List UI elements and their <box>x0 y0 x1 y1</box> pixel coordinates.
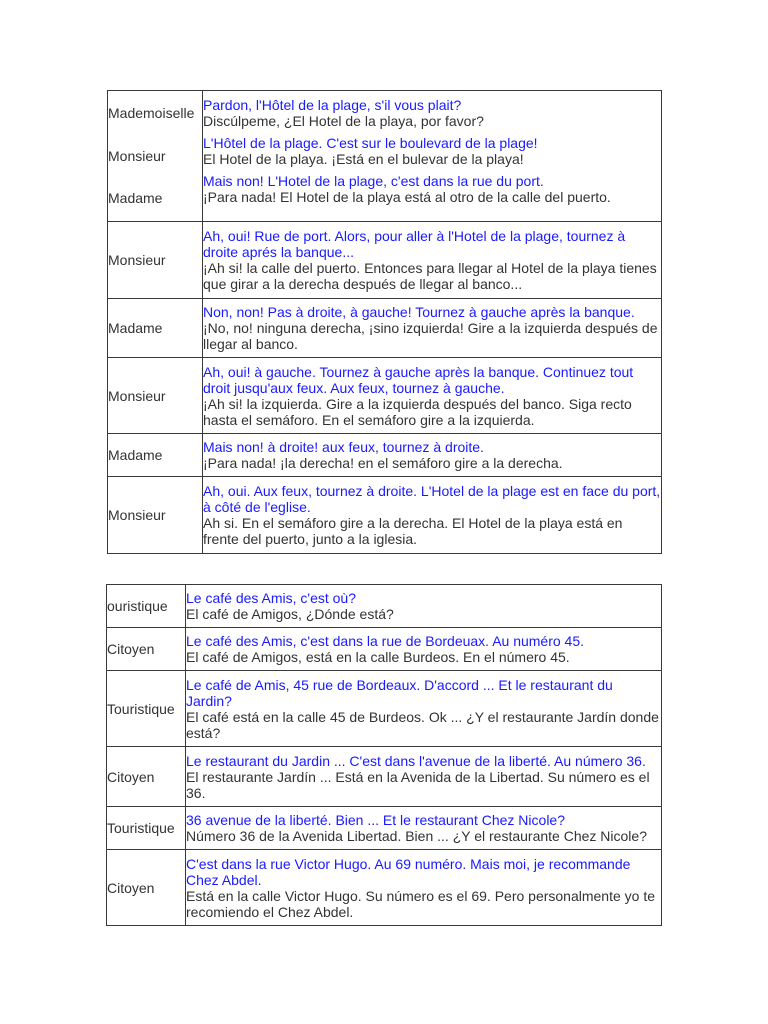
spanish-line: El restaurante Jardín ... Está en la Avenida de la Libertad. Su número es el 36. <box>186 768 650 801</box>
lines-cell <box>203 358 662 434</box>
table-row <box>108 299 662 358</box>
dialogue-table-hotel <box>107 90 662 554</box>
french-line: Le café des Amis, c'est dans la rue de Bordeuax. Au numéro 45. <box>186 633 585 649</box>
french-line: Non, non! Pas à droite, à gauche! Tournez à gauche après la banque. <box>203 304 635 320</box>
speaker-cell: Monsieur <box>108 358 203 434</box>
speaker-cell: Citoyen <box>107 628 186 671</box>
table-row <box>107 850 662 926</box>
french-line: Le café de Amis, 45 rue de Bordeaux. D'accord ... Et le restaurant du Jardin? <box>186 676 613 709</box>
lines-cell <box>203 477 662 554</box>
table-row <box>108 434 662 477</box>
dialogue-table-cafe <box>106 584 662 926</box>
table-row <box>107 807 662 850</box>
french-line: Le café des Amis, c'est où? <box>186 590 356 606</box>
spanish-line: ¡Para nada! El Hotel de la playa está al otro de la calle del puerto. <box>203 189 611 205</box>
french-line: Ah, oui! Rue de port. Alors, pour aller à l'Hotel de la plage, tournez à droite aprés la banque... <box>203 228 626 260</box>
line-group <box>203 173 661 205</box>
french-line: Mais non! à droite! aux feux, tournez à droite. <box>203 439 484 455</box>
spanish-line: Ah si. En el semáforo gire a la derecha. El Hotel de la playa está en frente del puerto, junto a la iglesia. <box>203 515 623 547</box>
spanish-line: El café de Amigos, ¿Dónde está? <box>186 606 394 622</box>
spanish-line: Está en la calle Victor Hugo. Su número es el 69. Pero personalmente yo te recomiendo el Chez Abdel. <box>186 887 656 920</box>
table-row <box>108 222 662 299</box>
table-row <box>107 747 662 807</box>
french-line: Ah, oui! à gauche. Tournez à gauche après la banque. Continuez tout droit jusqu'aux feux. Aux feux, tournez à gauche. <box>203 363 634 396</box>
lines-cell <box>186 850 662 926</box>
lines-cell <box>203 299 662 358</box>
table-row <box>108 358 662 434</box>
spanish-line: ¡No, no! ninguna derecha, ¡sino izquierda! Gire a la izquierda después de llegar al banco. <box>203 320 658 352</box>
spanish-line: ¡Ah si! la calle del puerto. Entonces para llegar al Hotel de la playa tienes que girar a la derecha después de llegar al banco... <box>203 260 657 292</box>
lines-cell <box>203 434 662 477</box>
table-row <box>107 585 662 628</box>
french-line: Ah, oui. Aux feux, tournez à droite. L'Hotel de la plage est en face du port, à côté de l'eglise. <box>203 483 661 515</box>
french-line: Pardon, l'Hôtel de la plage, s'il vous plait? <box>203 97 462 113</box>
speaker-cell: Monsieur <box>108 136 203 176</box>
speaker-cell: Monsieur <box>108 477 203 554</box>
lines-cell <box>203 222 662 299</box>
speaker-cell: Monsieur <box>108 222 203 299</box>
table-row <box>108 477 662 554</box>
spanish-line: ¡Ah si! la izquierda. Gire a la izquierda después del banco. Siga recto hasta el semáforo. En el semáforo gire a la izquierda. <box>203 395 632 428</box>
french-line: 36 avenue de la liberté. Bien ... Et le restaurant Chez Nicole? <box>186 812 565 828</box>
speaker-cell: Madame <box>108 176 203 222</box>
speaker-cell: Citoyen <box>107 747 186 807</box>
spanish-line: ¡Para nada! ¡la derecha! en el semáforo gire a la derecha. <box>203 455 563 471</box>
lines-cell <box>203 91 662 222</box>
lines-cell <box>186 747 662 807</box>
speaker-cell: Citoyen <box>107 850 186 926</box>
spanish-line: El café de Amigos, está en la calle Burdeos. En el número 45. <box>186 649 570 665</box>
speaker-cell: Touristique <box>107 807 186 850</box>
french-line: Le restaurant du Jardin ... C'est dans l'avenue de la liberté. Au número 36. <box>186 752 646 769</box>
spanish-line: El Hotel de la playa. ¡Está en el bulevar de la playa! <box>203 151 524 167</box>
lines-cell <box>186 671 662 747</box>
french-line: L'Hôtel de la plage. C'est sur le boulevard de la plage! <box>203 135 538 151</box>
line-group <box>203 135 661 167</box>
table-row <box>108 91 662 136</box>
line-group <box>203 97 661 129</box>
french-line: Mais non! L'Hotel de la plage, c'est dans la rue du port. <box>203 173 544 189</box>
table-row <box>107 671 662 747</box>
spanish-line: Número 36 de la Avenida Libertad. Bien ... ¿Y el restaurante Chez Nicole? <box>186 828 647 844</box>
spanish-line: Discúlpeme, ¿El Hotel de la playa, por favor? <box>203 113 484 129</box>
lines-cell <box>186 807 662 850</box>
speaker-cell: Madame <box>108 434 203 477</box>
speaker-cell: Mademoiselle <box>108 91 203 136</box>
spanish-line: El café está en la calle 45 de Burdeos. Ok ... ¿Y el restaurante Jardín donde está? <box>186 708 659 741</box>
speaker-cell: ouristique <box>107 585 186 628</box>
speaker-cell: Madame <box>108 299 203 358</box>
lines-cell <box>186 585 662 628</box>
speaker-cell: Touristique <box>107 671 186 747</box>
french-line: C'est dans la rue Victor Hugo. Au 69 numéro. Mais moi, je recommande Chez Abdel. <box>186 855 631 888</box>
lines-cell <box>186 628 662 671</box>
table-row <box>107 628 662 671</box>
